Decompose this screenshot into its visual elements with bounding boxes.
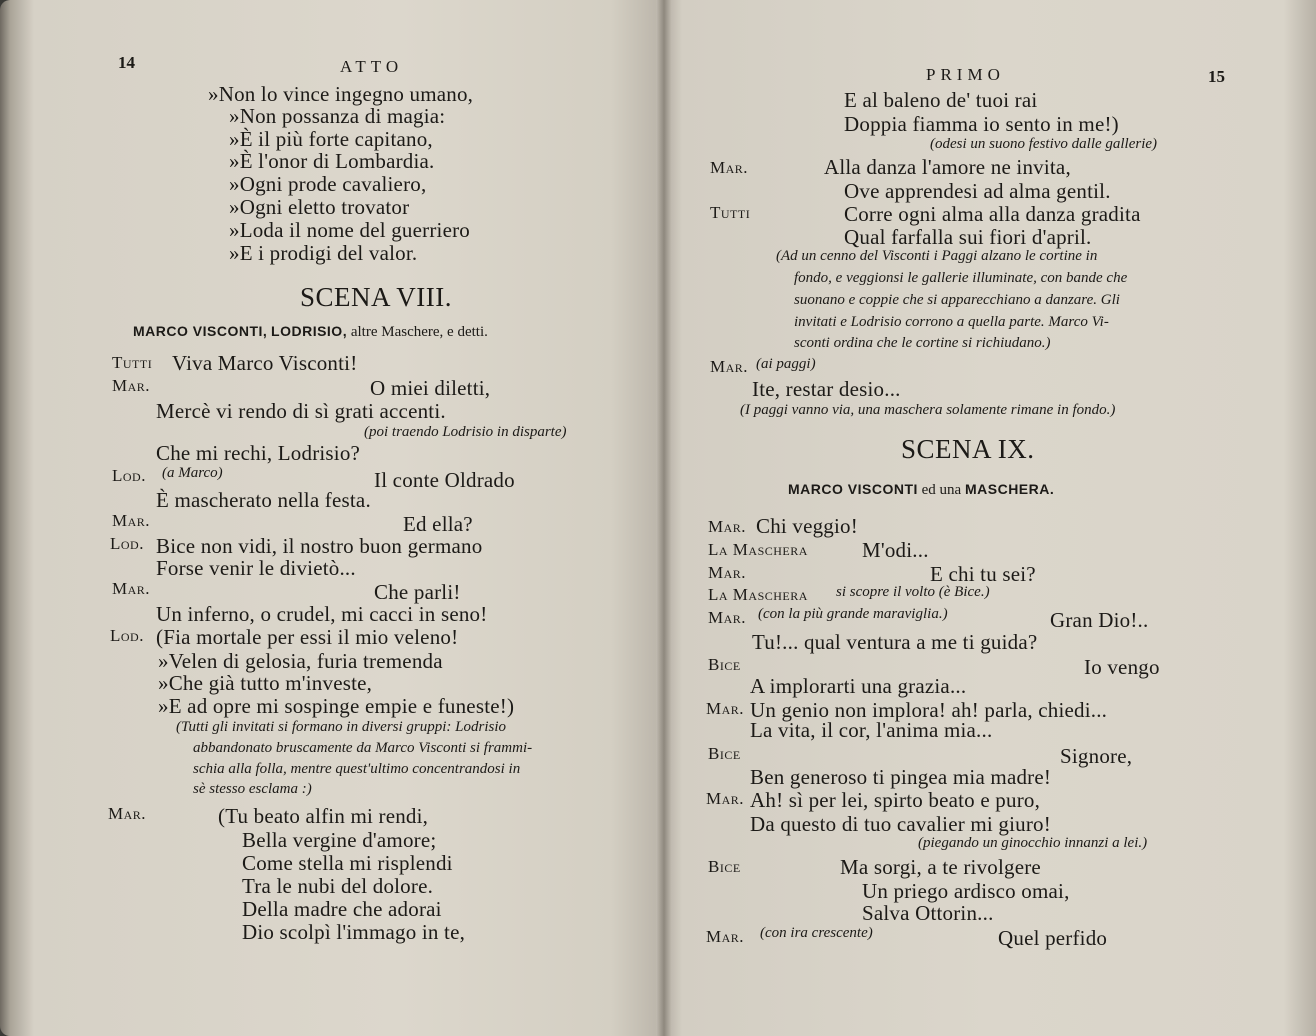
chorus-line: »E i prodigi del valor. [229,241,418,265]
stage-direction: (con la più grande maraviglia.) [758,606,948,622]
verse-line: Chi veggio! [756,514,858,538]
stage-direction: si scopre il volto (è Bice.) [836,584,990,600]
stage-direction: sconti ordina che le cortine si richiudano.) [794,335,1051,351]
chorus-line: »Non lo vince ingegno umano, [208,82,474,106]
speaker-label: Mar. [708,608,747,627]
verse-line: Ma sorgi, a te rivolgere [840,855,1041,879]
verse-line: Alla danza l'amore ne invita, [824,155,1071,179]
verse-line: Ed ella? [403,512,473,536]
stage-direction: sè stesso esclama :) [193,781,312,797]
verse-line: Forse venir le divietò... [156,556,356,580]
stage-direction: schia alla folla, mentre quest'ultimo concentrandosi in [193,761,521,777]
scene-title: SCENA IX. [901,434,1035,464]
speaker-label: La Maschera [708,585,808,604]
chorus-line: »Non possanza di magia: [229,104,446,128]
speaker-label: Mar. [710,158,749,177]
running-head-right: PRIMO [926,65,1005,84]
stage-direction: (piegando un ginocchio innanzi a lei.) [918,835,1148,851]
verse-line: Un genio non implora! ah! parla, chiedi... [750,698,1108,722]
verse-line: Corre ogni alma alla danza gradita [844,202,1141,226]
cast-note: ed una [921,482,962,498]
verse-line: Gran Dio!.. [1050,608,1149,632]
stage-direction: fondo, e veggionsi le gallerie illuminate, con bande che [794,270,1128,286]
verse-line: (Tu beato alfin mi rendi, [218,804,429,828]
verse-line: Qual farfalla sui fiori d'april. [844,225,1092,249]
speaker-label: Mar. [708,517,747,536]
speaker-label: Tutti [112,353,153,372]
verse-line: Signore, [1060,744,1133,768]
speaker-label: Tutti [710,203,751,222]
verse-line: Tra le nubi del dolore. [242,874,434,898]
cast-note: altre Maschere, e detti. [350,324,488,340]
verse-line: M'odi... [862,538,929,562]
page-number-left: 14 [118,53,135,72]
cast-name: LODRISIO, [271,323,348,339]
verse-line: Io vengo [1084,655,1160,679]
verse-line: Ite, restar desio... [752,377,901,401]
page-number-right: 15 [1208,67,1225,86]
speaker-label: Bice [708,655,741,674]
verse-line: Che mi rechi, Lodrisio? [156,441,361,465]
speaker-label: Mar. [708,563,747,582]
verse-line: E chi tu sei? [930,562,1036,586]
verse-line: Doppia fiamma io sento in me!) [844,112,1119,136]
verse-line: Dio scolpì l'immago in te, [242,920,466,944]
cast-name: MARCO VISCONTI, [133,323,268,339]
verse-line: Ben generoso ti pingea mia madre! [750,765,1052,789]
verse-line: Della madre che adorai [242,897,442,921]
stage-direction: (I paggi vanno via, una maschera solamente rimane in fondo.) [740,402,1116,418]
speaker-label: Mar. [706,789,745,808]
stage-direction: abbandonato bruscamente da Marco Visconti si frammi- [193,740,533,756]
verse-line: Quel perfido [998,926,1108,950]
verse-line: Da questo di tuo cavalier mi giuro! [750,812,1051,836]
speaker-label: Mar. [112,376,151,395]
verse-line: »Velen di gelosia, furia tremenda [158,649,443,673]
verse-line: Bella vergine d'amore; [242,828,437,852]
stage-direction: (Ad un cenno del Visconti i Paggi alzano le cortine in [776,248,1098,264]
cast-name: MARCO VISCONTI [788,481,918,497]
chorus-line: »È il più forte capitano, [229,127,433,151]
speaker-label: Lod. [110,626,144,645]
speaker-label: Bice [708,857,741,876]
verse-line: O miei diletti, [370,376,491,400]
running-head-left: ATTO [340,57,404,76]
verse-line: La vita, il cor, l'anima mia... [750,718,993,742]
speaker-label: Mar. [112,511,151,530]
verse-line: Un priego ardisco omai, [862,879,1070,903]
speaker-label: Mar. [706,699,745,718]
scene-title: SCENA VIII. [300,282,453,312]
stage-direction: (Tutti gli invitati si formano in diversi gruppi: Lodrisio [176,719,507,735]
verse-line: Tu!... qual ventura a me ti guida? [752,630,1038,654]
speaker-label: Mar. [710,357,749,376]
stage-direction: suonano e coppie che si apparecchiano a danzare. Gli [794,292,1120,308]
verse-line: Il conte Oldrado [374,468,515,492]
speaker-label: Mar. [706,927,745,946]
verse-line: E al baleno de' tuoi rai [844,88,1038,112]
speaker-label: Lod. [110,534,144,553]
cast-name: MASCHERA. [964,481,1055,497]
chorus-line: »Ogni prode cavaliero, [229,172,427,196]
speaker-label: Lod. [112,466,146,485]
verse-line: Un inferno, o crudel, mi cacci in seno! [156,602,488,626]
verse-line: (Fia mortale per essi il mio veleno! [156,625,459,649]
right-page [664,0,1316,1036]
verse-line: A implorarti una grazia... [750,674,967,698]
verse-line: Mercè vi rendo di sì grati accenti. [156,399,446,423]
stage-direction: (con ira crescente) [760,925,873,941]
chorus-line: »È l'onor di Lombardia. [229,149,435,173]
verse-line: Che parli! [374,580,461,604]
verse-line: È mascherato nella festa. [156,488,371,512]
speaker-label: La Maschera [708,540,808,559]
verse-line: »E ad opre mi sospinge empie e funeste!) [158,694,515,718]
book-gutter [656,0,672,1036]
verse-line: Come stella mi risplendi [242,851,453,875]
stage-direction: (odesi un suono festivo dalle gallerie) [930,136,1158,152]
verse-line: »Che già tutto m'investe, [158,671,373,695]
speaker-label: Mar. [108,804,147,823]
stage-direction: (poi traendo Lodrisio in disparte) [364,424,567,440]
verse-line: Salva Ottorin... [862,901,994,925]
cast-list [133,324,488,340]
speaker-label: Mar. [112,579,151,598]
stage-direction: (a Marco) [162,465,223,481]
cast-list [788,482,1054,498]
stage-direction: invitati e Lodrisio corrono a quella parte. Marco Vi- [794,314,1109,330]
speaker-label: Bice [708,744,741,763]
chorus-line: »Ogni eletto trovator [229,195,410,219]
verse-line: Ove apprendesi ad alma gentil. [844,179,1111,203]
verse-line: Ah! sì per lei, spirto beato e puro, [750,788,1041,812]
chorus-line: »Loda il nome del guerriero [229,218,470,242]
verse-line: Viva Marco Visconti! [172,351,358,375]
verse-line: Bice non vidi, il nostro buon germano [156,534,483,558]
stage-direction: (ai paggi) [756,356,816,372]
